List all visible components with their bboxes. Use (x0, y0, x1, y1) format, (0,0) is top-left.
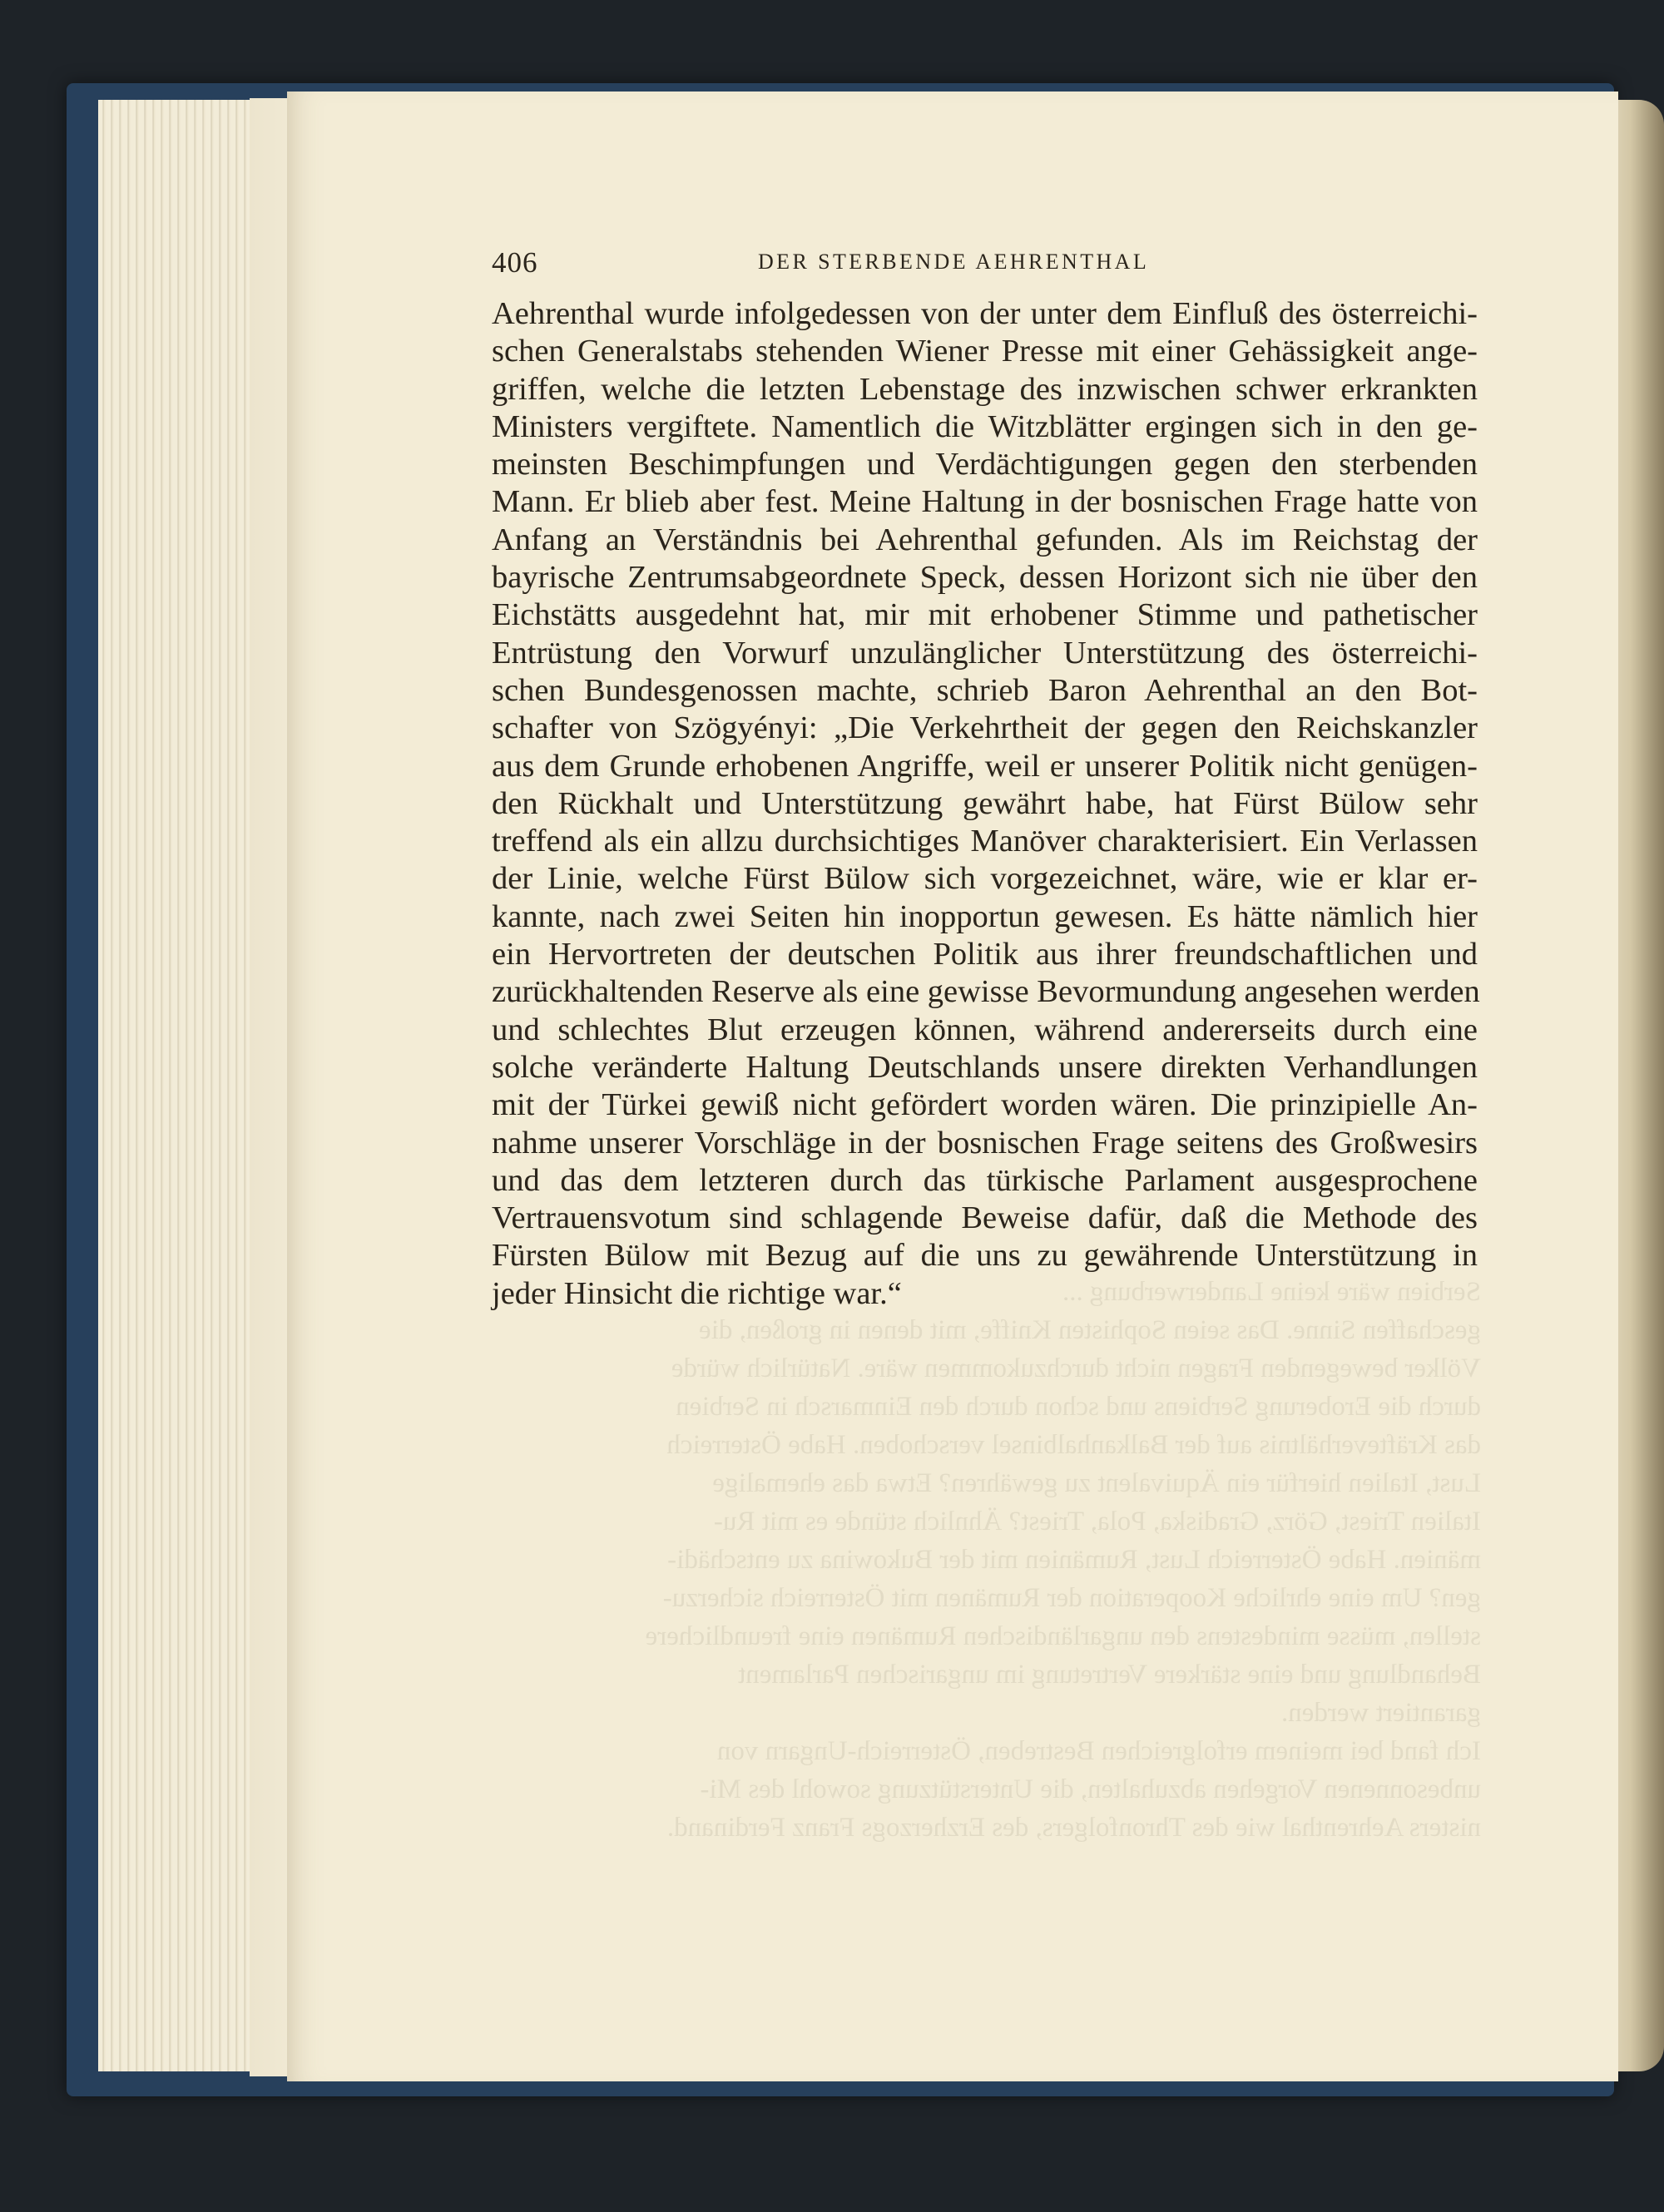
running-head: DER STERBENDE AEHRENTHAL (758, 250, 1150, 274)
text-line: Mann. Er blieb aber fest. Meine Haltung in der bosnischen Frage hatte von (492, 484, 1478, 520)
text-line: Eichstätts ausgedehnt hat, mir mit erhobener Stimme und pathetischer (492, 597, 1478, 633)
text-line: kannte, nach zwei Seiten hin inopportun gewesen. Es hätte nämlich hier (492, 898, 1478, 934)
text-line: Vertrauensvotum sind schlagende Beweise dafür, daß die Methode des (492, 1200, 1478, 1236)
text-line: schafter von Szögyényi: „Die Verkehrtheit der gegen den Reichskanzler (492, 710, 1478, 746)
text-line: Ministers vergiftete. Namentlich die Witzblätter ergingen sich in den ge- (492, 408, 1478, 444)
text-line: bayrische Zentrumsabgeordnete Speck, dessen Horizont sich nie über den (492, 560, 1478, 596)
text-line: schen Bundesgenossen machte, schrieb Baron Aehrenthal an den Bot- (492, 672, 1478, 708)
text-line: solche veränderte Haltung Deutschlands unsere direkten Verhandlungen (492, 1049, 1478, 1085)
page-number: 406 (492, 246, 538, 279)
text-line: der Linie, welche Fürst Bülow sich vorgezeichnet, wäre, wie er klar er- (492, 861, 1478, 897)
text-line: nahme unserer Vorschläge in der bosnischen Frage seitens des Großwesirs (492, 1125, 1478, 1160)
text-line: Anfang an Verständnis bei Aehrenthal gefunden. Als im Reichstag der (492, 522, 1478, 557)
text-line: schen Generalstabs stehenden Wiener Presse mit einer Gehässigkeit ange- (492, 334, 1478, 369)
text-line: und das dem letzteren durch das türkische Parlament ausgesprochene (492, 1162, 1478, 1198)
body-text (492, 295, 1478, 1313)
text-line: griffen, welche die letzten Lebenstage des inzwischen schwer erkrankten (492, 371, 1478, 407)
text-line: jeder Hinsicht die richtige war.“ (492, 1275, 902, 1311)
text-line: mit der Türkei gewiß nicht gefördert worden wären. Die prinzipielle An- (492, 1087, 1478, 1123)
text-line: ein Hervortreten der deutschen Politik aus ihrer freundschaftlichen und (492, 937, 1478, 972)
text-line: meinsten Beschimpfungen und Verdächtigungen gegen den sterbenden (492, 447, 1478, 482)
text-line: und schlechtes Blut erzeugen können, während andererseits durch eine (492, 1012, 1478, 1047)
text-line: zurückhaltenden Reserve als eine gewisse Bevormundung angesehen werden (492, 974, 1480, 1010)
text-line: Entrüstung den Vorwurf unzulänglicher Unterstützung des österreichi- (492, 635, 1478, 671)
text-line: Aehrenthal wurde infolgedessen von der unter dem Einfluß des österreichi- (492, 296, 1478, 331)
text-line: treffend als ein allzu durchsichtiges Manöver charakterisiert. Ein Verlassen (492, 824, 1478, 859)
text-line: Fürsten Bülow mit Bezug auf die uns zu gewährende Unterstützung in (492, 1238, 1478, 1274)
text-line: aus dem Grunde erhobenen Angriffe, weil er unserer Politik nicht genügen- (492, 748, 1478, 784)
text-line: den Rückhalt und Unterstützung gewährt habe, hat Fürst Bülow sehr (492, 785, 1478, 821)
page-header (492, 246, 1478, 288)
